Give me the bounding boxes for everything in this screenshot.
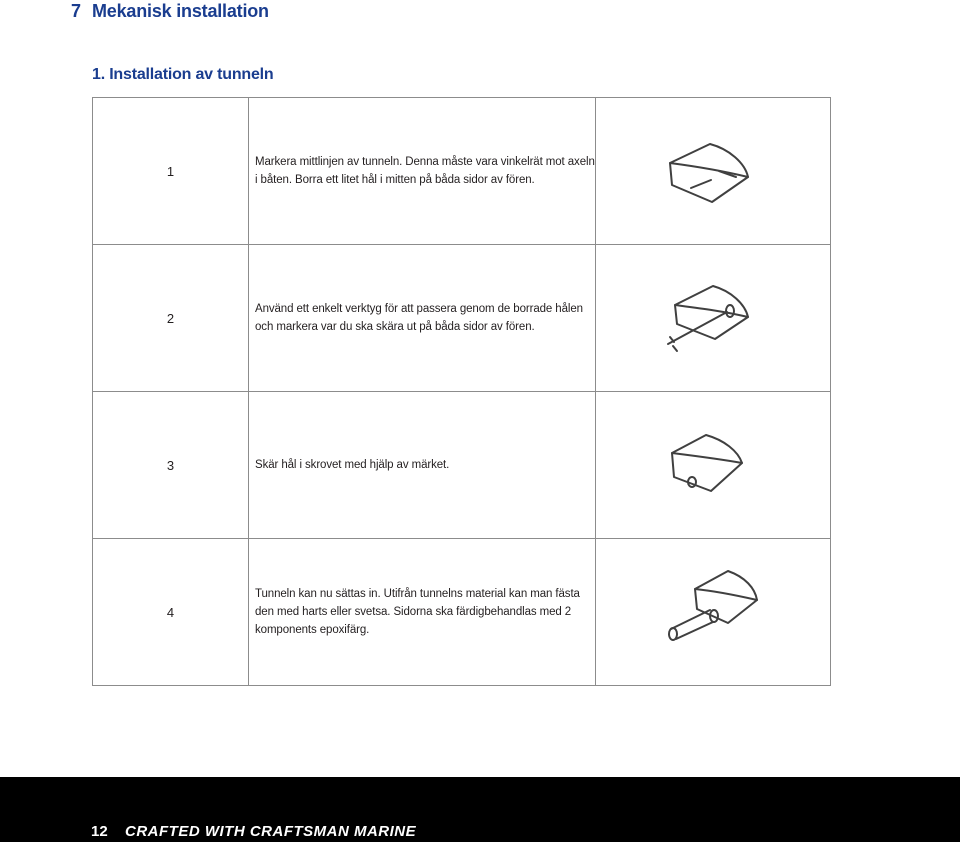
step-number: 1 [93, 98, 249, 245]
table-row [93, 245, 831, 392]
installation-steps-table [92, 97, 831, 686]
bow-marking-illustration [663, 136, 763, 206]
section-number: 7 [71, 1, 81, 21]
step-illustration-cell [596, 245, 831, 392]
step-number: 2 [93, 245, 249, 392]
step-illustration-cell [596, 539, 831, 686]
step-text: Använd ett enkelt verktyg för att passera genom de borrade hålen och markera var du ska skära ut på båda sidor av fören. [249, 245, 596, 392]
page-footer [0, 777, 960, 842]
table-row [93, 539, 831, 686]
subsection-title: 1. Installation av tunneln [92, 66, 274, 83]
step-number: 3 [93, 392, 249, 539]
brand-wordmark: CRAFTED WITH CRAFTSMAN MARINE [125, 823, 417, 840]
bow-hole-illustration [668, 431, 758, 499]
table-row [93, 98, 831, 245]
step-illustration-cell [596, 392, 831, 539]
page-number: 12 [91, 823, 108, 840]
step-text: Markera mittlinjen av tunneln. Denna måste vara vinkelrät mot axeln i båten. Borra ett litet hål i mitten på båda sidor av fören. [249, 98, 596, 245]
bow-tool-illustration [663, 280, 763, 356]
section-title [71, 0, 269, 22]
step-text: Tunneln kan nu sättas in. Utifrån tunnelns material kan man fästa den med harts eller svetsa. Sidorna ska färdigbehandlas med 2 komponents epoxifärg. [249, 539, 596, 686]
step-text: Skär hål i skrovet med hjälp av märket. [249, 392, 596, 539]
section-title-text: Mekanisk installation [92, 1, 269, 21]
table-row [93, 392, 831, 539]
step-number: 4 [93, 539, 249, 686]
step-illustration-cell [596, 98, 831, 245]
tunnel-insert-illustration [663, 567, 763, 657]
